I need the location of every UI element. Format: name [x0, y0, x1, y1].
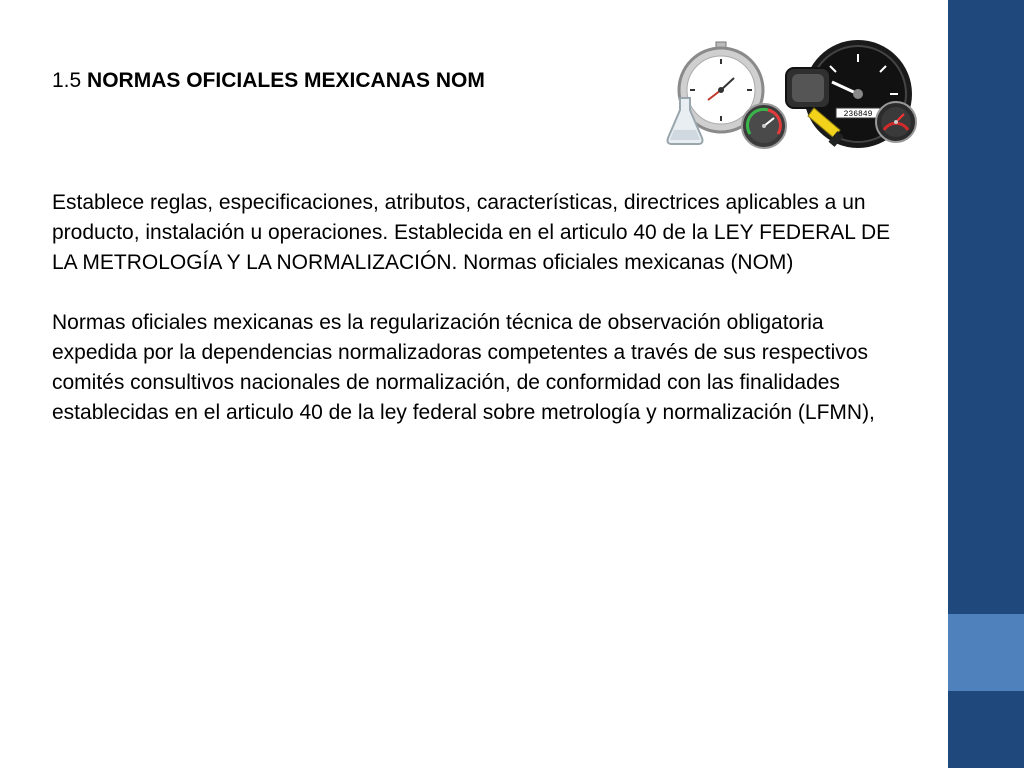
odometer-readout: 236849 [843, 110, 873, 119]
measurement-instruments-illustration [664, 38, 924, 158]
paragraph-2: Normas oficiales mexicanas es la regularización técnica de observación obligatoria expedida por la dependencias normalizadoras competentes a través de sus respectivos comités consultivos nacionales de normalización, de conformidad con las finalidades establecidas en el articulo 40 de la ley federal sobre metrología y normalización (LFMN), [52, 311, 875, 424]
paragraph-1: Establece reglas, especificaciones, atributos, características, directrices aplicables a un producto, instalación u operaciones. Establecida en el articulo 40 de la LEY FEDERAL DE LA METROLOGÍA Y LA NORMALIZACIÓN. Normas oficiales mexicanas (NOM) [52, 191, 891, 274]
title-number: 1.5 [52, 69, 82, 92]
gauge-icon [876, 102, 916, 142]
slide-title [52, 68, 485, 94]
body-text [52, 188, 892, 458]
title-text: NORMAS OFICIALES MEXICANAS NOM [87, 69, 485, 92]
side-bar-accent [948, 614, 1024, 691]
green-gauge-icon [742, 104, 786, 148]
